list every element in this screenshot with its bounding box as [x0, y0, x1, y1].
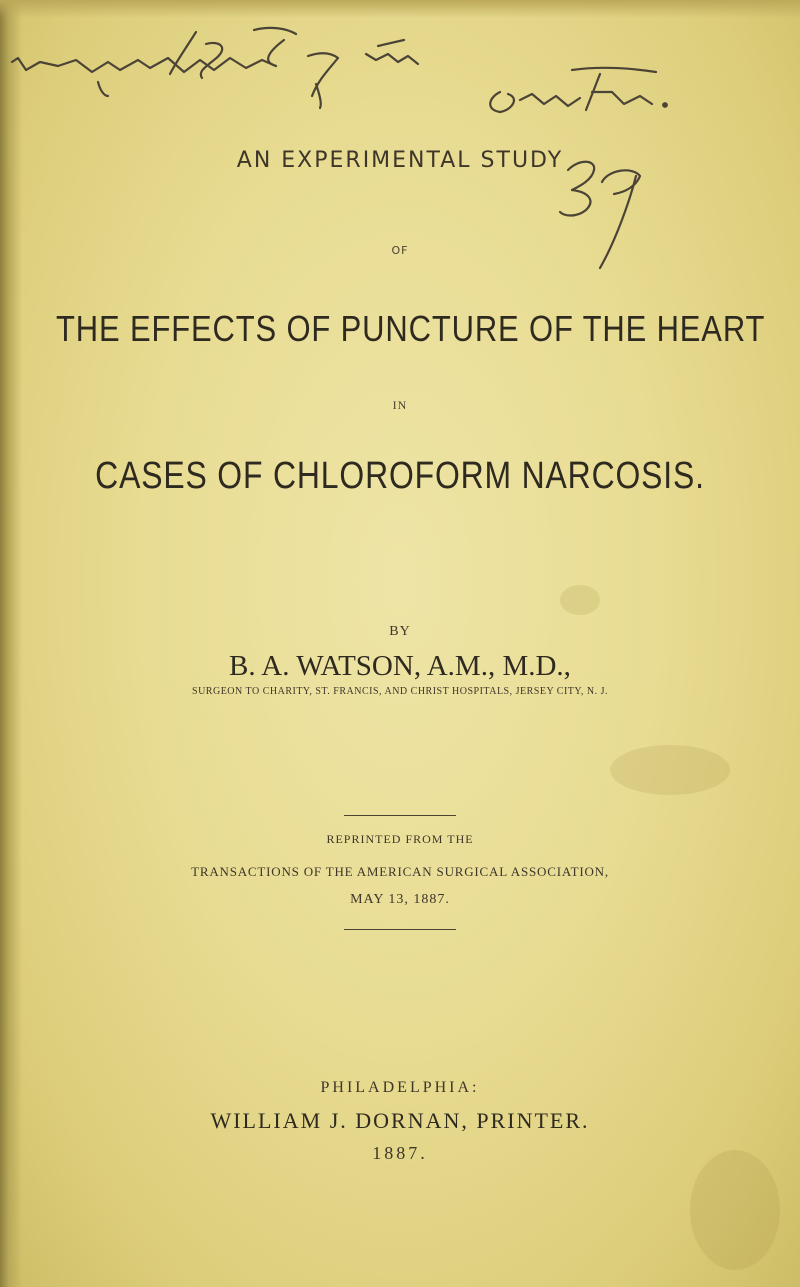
subtitle: CASES OF CHLOROFORM NARCOSIS. [95, 455, 705, 497]
paper-stain [610, 745, 730, 795]
main-title: THE EFFECTS OF PUNCTURE OF THE HEART [56, 308, 766, 349]
imprint-city: PHILADELPHIA: [320, 1079, 480, 1096]
publication-date: MAY 13, 1887. [350, 892, 450, 907]
connector-in: IN [392, 398, 408, 412]
author-affiliation: SURGEON TO CHARITY, ST. FRANCIS, AND CHRIST HOSPITALS, JERSEY CITY, N. J. [192, 686, 608, 697]
byline-by: BY [389, 624, 411, 639]
heading-experimental-study: AN EXPERIMENTAL STUDY [236, 148, 564, 173]
divider-top [344, 815, 456, 816]
heading-of: OF [391, 244, 409, 257]
imprint-year: 1887. [372, 1143, 428, 1163]
imprint-printer: WILLIAM J. DORNAN, PRINTER. [210, 1108, 590, 1133]
source-transactions: TRANSACTIONS OF THE AMERICAN SURGICAL ASSOCIATION, [191, 864, 609, 879]
author-name: B. A. WATSON, A.M., M.D., [229, 650, 571, 682]
handwritten-inscription [0, 0, 800, 280]
reprinted-from: REPRINTED FROM THE [326, 832, 474, 846]
divider-bottom [344, 929, 456, 930]
paper-stain [560, 585, 600, 615]
paper-stain [690, 1150, 780, 1270]
